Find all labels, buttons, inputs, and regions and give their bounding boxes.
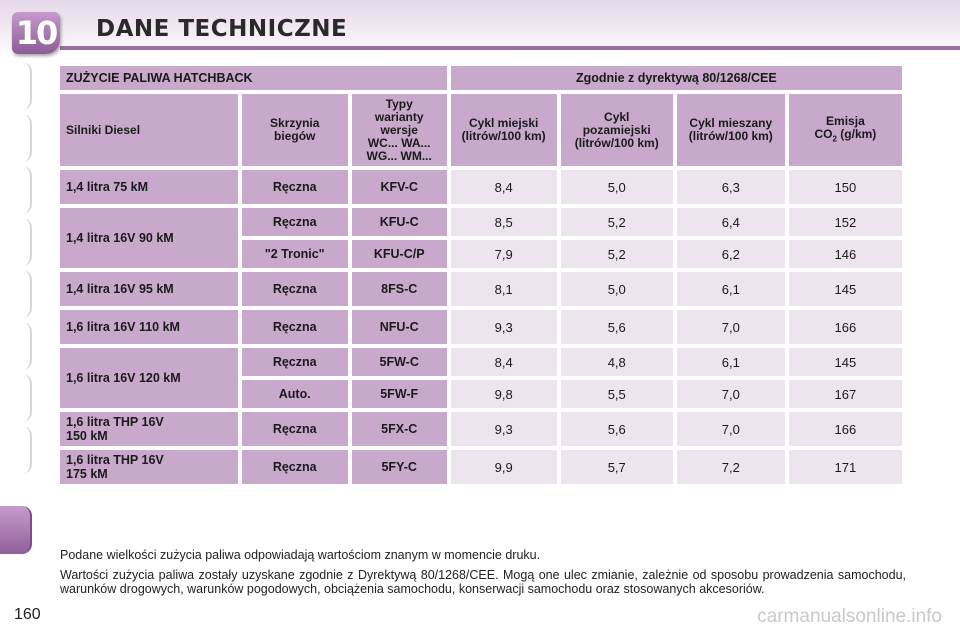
chapter-tab-strip [0, 62, 34, 572]
combined-cell: 7,0 [677, 380, 785, 408]
extra-urban-cell: 5,7 [561, 450, 673, 484]
variant-cell: 5FW-C [352, 348, 447, 376]
table-row [60, 412, 902, 446]
combined-cell: 6,2 [677, 240, 785, 268]
emission-cell: 152 [789, 208, 902, 236]
watermark: carmanualsonline.info [757, 606, 942, 627]
gearbox-cell: Ręczna [242, 450, 348, 484]
extra-urban-cell: 5,6 [561, 412, 673, 446]
emission-unit: (g/km) [836, 126, 877, 141]
fuel-consumption-table [56, 62, 906, 488]
combined-cell: 7,0 [677, 310, 785, 344]
variant-cell: 5FW-F [352, 380, 447, 408]
header-rule [60, 46, 960, 50]
engine-cell: 1,4 litra 75 kM [60, 170, 238, 204]
emission-cell: 145 [789, 348, 902, 376]
chapter-tab[interactable] [0, 114, 32, 162]
gearbox-cell: Ręczna [242, 412, 348, 446]
engine-cell: 1,6 litra 16V 120 kM [60, 348, 238, 408]
table-title: ZUŻYCIE PALIWA HATCHBACK [60, 66, 447, 90]
emission-cell: 166 [789, 412, 902, 446]
col-header-urban: Cykl miejski (litrów/100 km) [451, 94, 557, 166]
combined-cell: 6,4 [677, 208, 785, 236]
col-header-combined: Cykl mieszany (litrów/100 km) [677, 94, 785, 166]
engine-cell: 1,4 litra 16V 95 kM [60, 272, 238, 306]
col-header-extra-urban: Cykl pozamiejski (litrów/100 km) [561, 94, 673, 166]
gearbox-cell: Ręczna [242, 272, 348, 306]
combined-cell: 6,1 [677, 272, 785, 306]
emission-subscript: 2 [832, 134, 837, 144]
notes [60, 548, 906, 602]
urban-cell: 9,3 [451, 412, 557, 446]
emission-label: Emisja CO [814, 113, 865, 141]
table-row [60, 170, 902, 204]
table-directive: Zgodnie z dyrektywą 80/1268/CEE [451, 66, 902, 90]
chapter-tab[interactable] [0, 270, 32, 318]
emission-cell: 166 [789, 310, 902, 344]
variant-cell: KFU-C [352, 208, 447, 236]
col-header-engine: Silniki Diesel [60, 94, 238, 166]
col-header-emission [789, 94, 902, 166]
chapter-badge: 10 [12, 12, 60, 54]
engine-cell: 1,6 litra THP 16V 175 kM [60, 450, 238, 484]
engine-cell: 1,4 litra 16V 90 kM [60, 208, 238, 268]
combined-cell: 6,3 [677, 170, 785, 204]
chapter-tab[interactable] [0, 166, 32, 214]
extra-urban-cell: 5,2 [561, 208, 673, 236]
gearbox-cell: "2 Tronic" [242, 240, 348, 268]
emission-cell: 146 [789, 240, 902, 268]
variant-cell: 5FX-C [352, 412, 447, 446]
urban-cell: 7,9 [451, 240, 557, 268]
chapter-tab[interactable] [0, 426, 32, 474]
note-paragraph: Podane wielkości zużycia paliwa odpowiadają wartościom znanym w momencie druku. [60, 548, 541, 562]
variant-cell: NFU-C [352, 310, 447, 344]
extra-urban-cell: 4,8 [561, 348, 673, 376]
table-row [60, 348, 902, 376]
chapter-tab[interactable] [0, 62, 32, 110]
chapter-tab[interactable] [0, 218, 32, 266]
variant-cell: 5FY-C [352, 450, 447, 484]
combined-cell: 7,2 [677, 450, 785, 484]
extra-urban-cell: 5,6 [561, 310, 673, 344]
urban-cell: 8,5 [451, 208, 557, 236]
engine-cell: 1,6 litra 16V 110 kM [60, 310, 238, 344]
table-row [60, 208, 902, 236]
emission-cell: 150 [789, 170, 902, 204]
gearbox-cell: Ręczna [242, 208, 348, 236]
urban-cell: 9,3 [451, 310, 557, 344]
combined-cell: 7,0 [677, 412, 785, 446]
col-header-variant: Typy warianty wersje WC... WA... WG... WM... [352, 94, 447, 166]
gearbox-cell: Auto. [242, 380, 348, 408]
emission-cell: 145 [789, 272, 902, 306]
gearbox-cell: Ręczna [242, 310, 348, 344]
extra-urban-cell: 5,0 [561, 170, 673, 204]
chapter-tab-active[interactable] [0, 506, 32, 554]
extra-urban-cell: 5,0 [561, 272, 673, 306]
chapter-tab[interactable] [0, 322, 32, 370]
urban-cell: 8,4 [451, 170, 557, 204]
urban-cell: 9,9 [451, 450, 557, 484]
page-title: DANE TECHNICZNE [96, 16, 348, 42]
table-row [60, 310, 902, 344]
note-paragraph: Wartości zużycia paliwa zostały uzyskane zgodnie z Dyrektywą 80/1268/CEE. Mogą one ulec zmianie, zależnie od sposobu prowadzenia samochodu, warunków drogowych, warunków pogodowych, obciążenia samochodu, konserwacji samochodu oraz stosowanych akcesoriów. [60, 568, 906, 596]
combined-cell: 6,1 [677, 348, 785, 376]
urban-cell: 8,4 [451, 348, 557, 376]
emission-cell: 171 [789, 450, 902, 484]
variant-cell: KFV-C [352, 170, 447, 204]
col-header-gearbox: Skrzynia biegów [242, 94, 348, 166]
extra-urban-cell: 5,5 [561, 380, 673, 408]
variant-cell: 8FS-C [352, 272, 447, 306]
table-row [60, 450, 902, 484]
page-number: 160 [14, 606, 41, 623]
urban-cell: 8,1 [451, 272, 557, 306]
gearbox-cell: Ręczna [242, 348, 348, 376]
variant-cell: KFU-C/P [352, 240, 447, 268]
urban-cell: 9,8 [451, 380, 557, 408]
table-row [60, 272, 902, 306]
engine-cell: 1,6 litra THP 16V 150 kM [60, 412, 238, 446]
extra-urban-cell: 5,2 [561, 240, 673, 268]
chapter-tab[interactable] [0, 374, 32, 422]
emission-cell: 167 [789, 380, 902, 408]
gearbox-cell: Ręczna [242, 170, 348, 204]
